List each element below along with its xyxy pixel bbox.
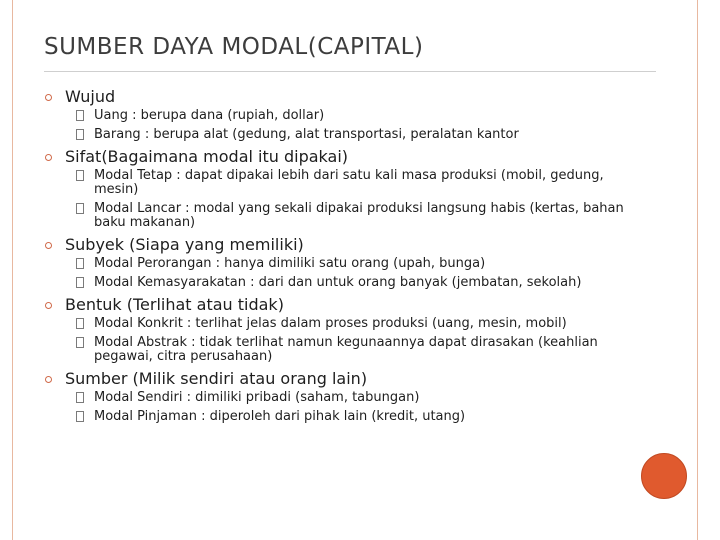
list-item <box>44 128 644 142</box>
section-heading: Wujud <box>65 87 116 106</box>
section-heading: Subyek (Siapa yang memiliki) <box>65 235 304 254</box>
section-heading: Bentuk (Terlihat atau tidak) <box>65 295 284 314</box>
circle-bullet-icon <box>45 94 52 101</box>
section-bentuk <box>44 295 644 315</box>
section-bentuk-items <box>44 317 644 364</box>
section-subyek <box>44 235 644 255</box>
list-item <box>44 169 644 197</box>
list-item <box>44 317 644 331</box>
list-item <box>44 257 644 271</box>
section-sifat-items <box>44 169 644 230</box>
square-bullet-icon <box>76 203 84 214</box>
section-wujud <box>44 87 644 107</box>
section-sumber <box>44 369 644 389</box>
slide-title: SUMBER DAYA MODAL(CAPITAL) <box>44 34 424 60</box>
list-item <box>44 276 644 290</box>
list-item-text: Modal Tetap : dapat dipakai lebih dari satu kali masa produksi (mobil, gedung, mesin) <box>94 168 604 197</box>
circle-bullet-icon <box>45 302 52 309</box>
list-item-text: Uang : berupa dana (rupiah, dollar) <box>94 108 325 123</box>
slide-frame-right-line <box>697 0 698 540</box>
section-heading: Sifat(Bagaimana modal itu dipakai) <box>65 147 349 166</box>
list-item-text: Modal Lancar : modal yang sekali dipakai produksi langsung habis (kertas, bahan baku makanan) <box>94 201 624 230</box>
list-item <box>44 336 644 364</box>
square-bullet-icon <box>76 392 84 403</box>
title-divider <box>44 71 656 72</box>
section-sifat <box>44 147 644 167</box>
square-bullet-icon <box>76 258 84 269</box>
square-bullet-icon <box>76 277 84 288</box>
section-subyek-items <box>44 257 644 290</box>
list-item <box>44 202 644 230</box>
square-bullet-icon <box>76 170 84 181</box>
square-bullet-icon <box>76 411 84 422</box>
circle-bullet-icon <box>45 376 52 383</box>
list-item-text: Modal Konkrit : terlihat jelas dalam proses produksi (uang, mesin, mobil) <box>94 316 567 331</box>
list-item <box>44 391 644 405</box>
circle-bullet-icon <box>45 154 52 161</box>
list-item <box>44 109 644 123</box>
list-item-text: Modal Pinjaman : diperoleh dari pihak lain (kredit, utang) <box>94 409 466 424</box>
square-bullet-icon <box>76 337 84 348</box>
list-item-text: Barang : berupa alat (gedung, alat transportasi, peralatan kantor <box>94 127 519 142</box>
section-heading: Sumber (Milik sendiri atau orang lain) <box>65 369 368 388</box>
section-sumber-items <box>44 391 644 424</box>
circle-bullet-icon <box>45 242 52 249</box>
list-item-text: Modal Abstrak : tidak terlihat namun kegunaannya dapat dirasakan (keahlian pegawai, citra perusahaan) <box>94 335 598 364</box>
square-bullet-icon <box>76 129 84 140</box>
decorative-accent-circle <box>641 453 687 499</box>
slide-frame-left-line <box>12 0 13 540</box>
list-item-text: Modal Perorangan : hanya dimiliki satu orang (upah, bunga) <box>94 256 486 271</box>
slide-content <box>44 84 644 429</box>
section-wujud-items <box>44 109 644 142</box>
square-bullet-icon <box>76 110 84 121</box>
list-item <box>44 410 644 424</box>
square-bullet-icon <box>76 318 84 329</box>
list-item-text: Modal Sendiri : dimiliki pribadi (saham, tabungan) <box>94 390 420 405</box>
list-item-text: Modal Kemasyarakatan : dari dan untuk orang banyak (jembatan, sekolah) <box>94 275 582 290</box>
